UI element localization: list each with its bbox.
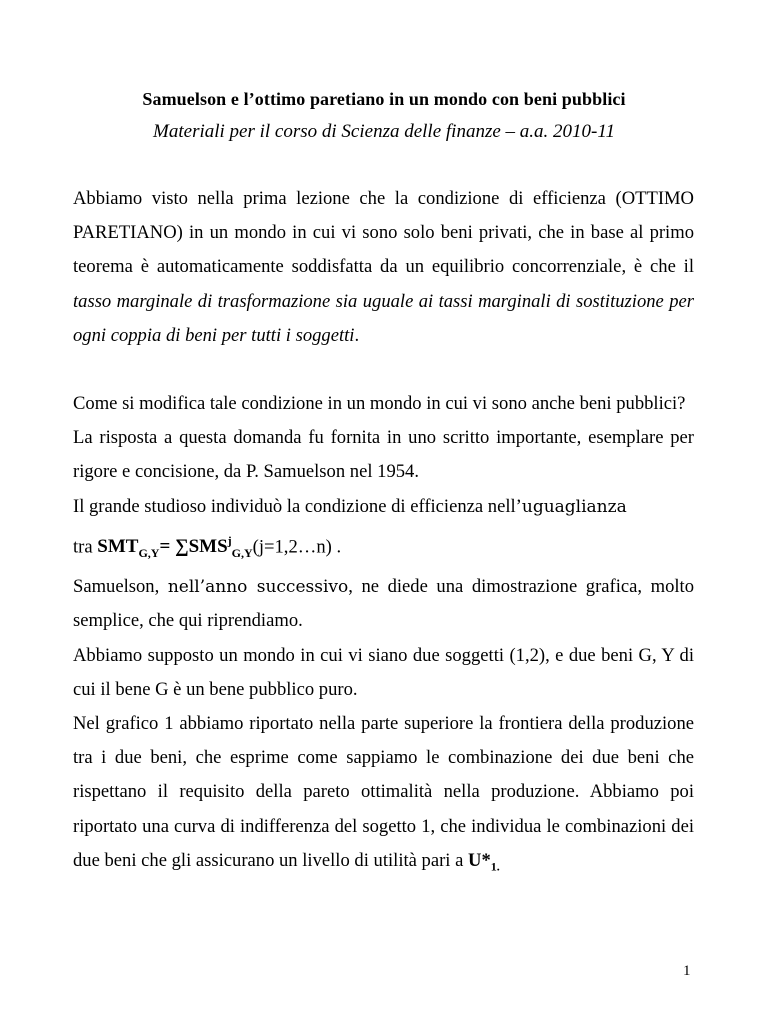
page-number: 1 bbox=[683, 963, 691, 979]
paragraph-4-end: . bbox=[331, 536, 342, 558]
document-title: Samuelson e l’ottimo paretiano in un mondo con beni pubblici bbox=[142, 89, 626, 109]
utility-level bbox=[468, 849, 500, 874]
formula-sms-superscript: j bbox=[227, 533, 232, 548]
paragraph-5-lead: Samuelson, bbox=[73, 576, 168, 598]
paragraph-4 bbox=[73, 490, 694, 571]
paragraph-4-line2: tra bbox=[73, 536, 98, 558]
document-body bbox=[73, 182, 694, 884]
paragraph-2: Come si modifica tale condizione in un mondo in cui vi sono anche beni pubblici? bbox=[73, 393, 686, 415]
document-subtitle: Materiali per il corso di Scienza delle finanze – a.a. 2010-11 bbox=[153, 121, 615, 142]
formula-smt: SMT bbox=[97, 536, 139, 558]
formula-index-range: (j=1,2…n) bbox=[252, 536, 332, 558]
paragraph-3: La risposta a questa domanda fu fornita in uno scritto importante, esemplare per rigore e concisione, da P. Samuelson nel 1954. bbox=[73, 427, 694, 483]
formula-sum-sms: = ∑SMS bbox=[159, 536, 228, 558]
samuelson-formula bbox=[97, 533, 253, 560]
paragraph-5-keyword: nell’anno successivo bbox=[167, 577, 349, 598]
utility-subscript: 1. bbox=[490, 859, 500, 874]
paragraph-4-keyword: uguaglianza bbox=[521, 496, 627, 517]
paragraph-5-tail: , ne diede una dimostrazione grafica, molto semplice, che qui riprendiamo. bbox=[73, 576, 694, 632]
paragraph-7-text: Nel grafico 1 abbiamo riportato nella parte superiore la frontiera della produzione tra i due beni, che esprime come sappiamo le combinazione dei due beni che rispettano il requisito della pareto ottimalità nella produzione. Abbiamo poi riportato una curva di indifferenza del sogetto 1, che individua le combinazioni dei due beni che gli assicurano un livello di utilità pari a bbox=[73, 712, 694, 871]
paragraph-1-tail: . bbox=[354, 324, 360, 346]
paragraph-1-lead: Abbiamo visto nella prima lezione che la condizione di efficienza (OTTIMO PARETIANO) in un mondo in cui vi sono solo beni privati, che in base al primo teorema è automaticamente soddisfatta da un equilibrio concorrenziale, è che il bbox=[73, 188, 694, 278]
paragraph-7 bbox=[73, 707, 694, 884]
utility-symbol: U* bbox=[468, 849, 491, 871]
paragraph-5 bbox=[73, 570, 694, 638]
formula-smt-subscript: G,Y bbox=[138, 545, 160, 560]
formula-sms-subscript: G,Y bbox=[231, 545, 253, 560]
paragraph-6: Abbiamo supposto un mondo in cui vi siano due soggetti (1,2), e due beni G, Y di cui il bene G è un bene pubblico puro. bbox=[73, 644, 694, 700]
paragraph-1-emphasis: tasso marginale di trasformazione sia uguale ai tassi marginali di sostituzione per ogni coppia di beni per tutti i soggetti bbox=[73, 290, 694, 346]
paragraph-spacer bbox=[73, 353, 694, 387]
paragraph-1 bbox=[73, 182, 694, 353]
paragraph-4-lead: Il grande studioso individuò la condizione di efficienza nell’ bbox=[73, 495, 522, 517]
